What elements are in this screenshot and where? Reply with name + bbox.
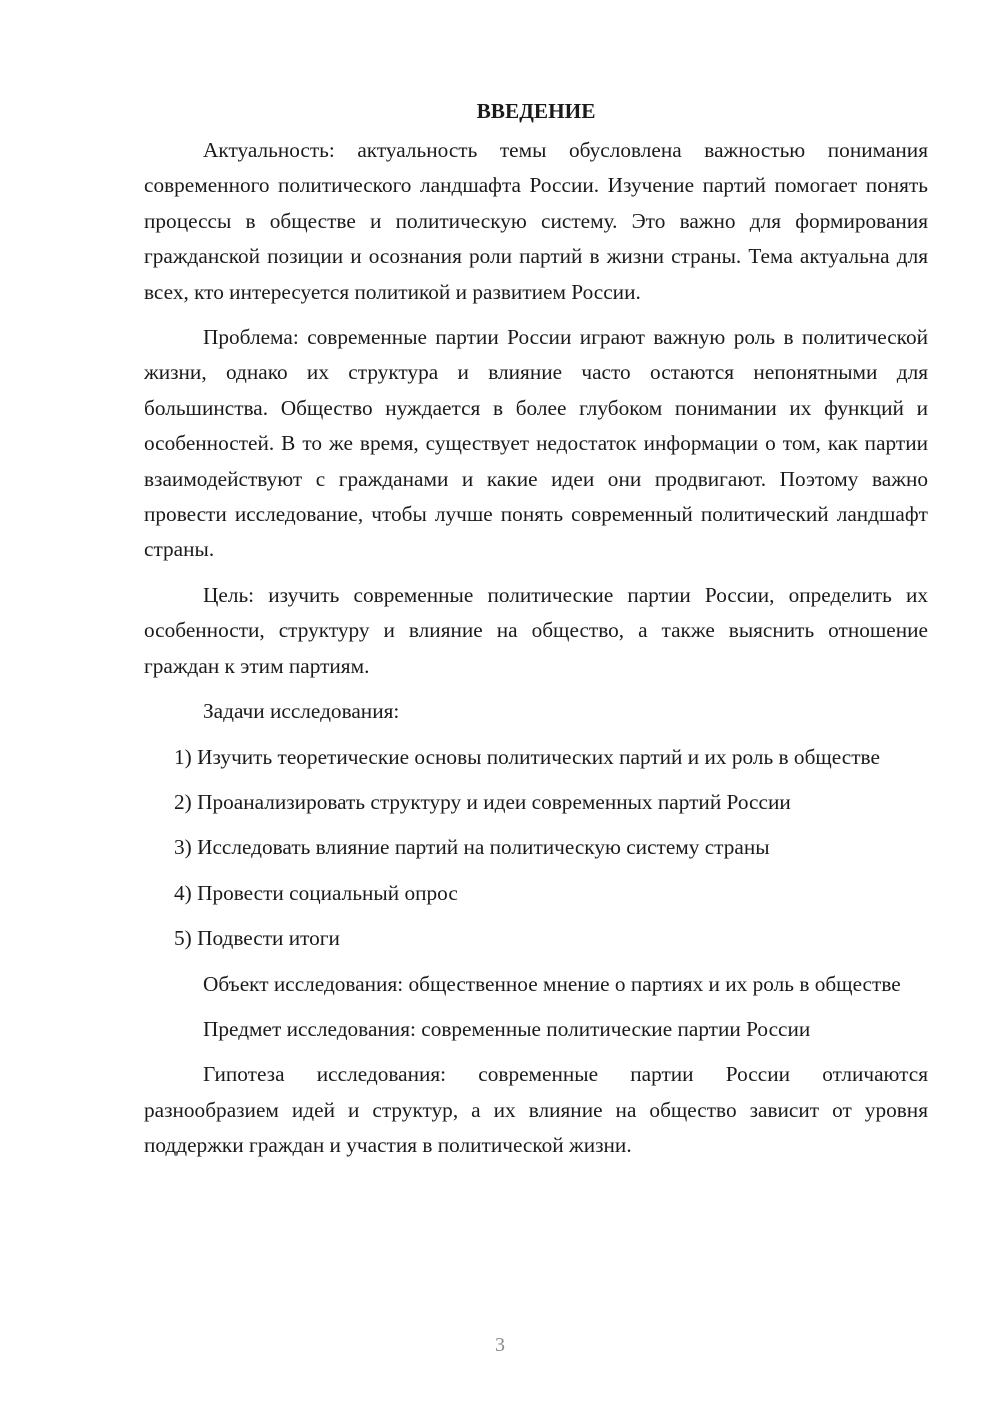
task-text: Исследовать влияние партий на политическую систему страны — [197, 835, 770, 860]
research-object-paragraph: Объект исследования: общественное мнение о партиях и их роль в обществе — [203, 971, 901, 996]
task-item-1 — [144, 740, 928, 775]
task-item-5 — [144, 921, 928, 956]
task-text: Провести социальный опрос — [197, 880, 458, 905]
task-number: 5) — [174, 926, 192, 951]
task-number: 1) — [174, 744, 192, 769]
research-subject-paragraph: Предмет исследования: современные политические партии России — [203, 1016, 811, 1041]
page-number: 3 — [495, 1334, 505, 1356]
goal-paragraph: Цель: изучить современные политические партии России, определить их особенности, структуру и влияние на общество, а также выяснить отношение граждан к этим партиям. — [144, 582, 928, 678]
task-item-2 — [144, 785, 928, 820]
relevance-paragraph: Актуальность: актуальность темы обусловлена важностью понимания современного политического ландшафта России. Изучение партий помогает понять процессы в обществе и политическую систему. Это важно для формирования гражданской позиции и осознания роли партий в жизни страны. Тема актуальна для всех, кто интересуется политикой и развитием России. — [144, 138, 928, 304]
hypothesis-paragraph: Гипотеза исследования: современные партии России отличаются разнообразием идей и структур, а их влияние на общество зависит от уровня поддержки граждан и участия в политической жизни. — [144, 1062, 928, 1158]
task-text: Подвести итоги — [197, 926, 340, 951]
task-number: 3) — [174, 835, 192, 860]
task-number: 4) — [174, 880, 192, 905]
task-number: 2) — [174, 789, 192, 814]
problem-paragraph: Проблема: современные партии России играют важную роль в политической жизни, однако их структура и влияние часто остаются непонятными для большинства. Общество нуждается в более глубоком понимании их функций и особенностей. В то же время, существует недостаток информации о том, как партии взаимодействуют с гражданами и какие идеи они продвигают. Поэтому важно провести исследование, чтобы лучше понять современный политический ландшафт страны. — [144, 325, 928, 562]
task-text: Проанализировать структуру и идеи современных партий России — [197, 789, 791, 814]
task-item-4 — [144, 876, 928, 911]
task-text: Изучить теоретические основы политических партий и их роль в обществе — [197, 744, 880, 769]
document-page — [144, 93, 928, 1164]
tasks-heading: Задачи исследования: — [203, 699, 400, 724]
task-item-3 — [144, 830, 928, 865]
section-title: ВВЕДЕНИЕ — [476, 99, 596, 123]
